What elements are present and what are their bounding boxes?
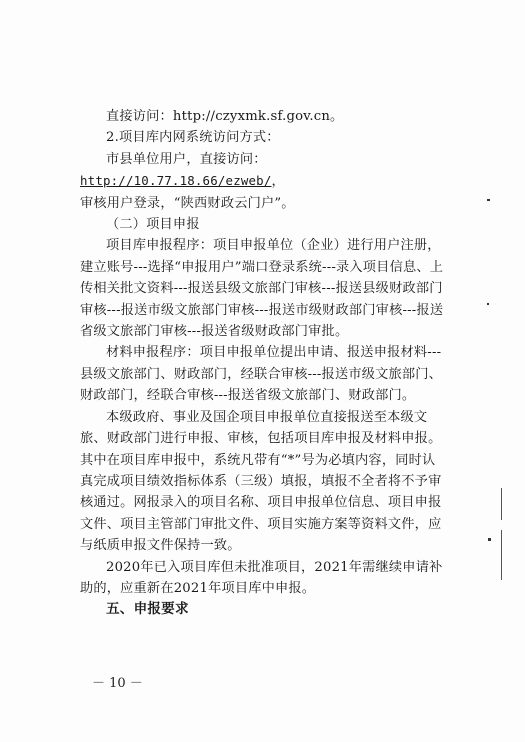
scan-line	[501, 530, 502, 580]
year-2020-paragraph: 2020年已入项目库但未批准项目，2021年需继续申请补助的，应重新在2021年项目库中申报。	[80, 559, 443, 596]
scan-mark	[487, 303, 489, 305]
requirements-heading: 五、申报要求	[106, 601, 189, 618]
page-number: － 10 －	[92, 676, 143, 691]
scan-line	[501, 488, 502, 520]
intranet-suffix: ，	[271, 174, 285, 190]
scan-mark	[488, 538, 491, 541]
intranet-url-link[interactable]: http://10.77.18.66/ezweb/	[80, 173, 272, 189]
intranet-prefix: 市县单位用户，直接访问：	[106, 151, 267, 167]
provincial-paragraph: 本级政府、事业及国企项目申报单位直接报送至本级文旅、财政部门进行申报、审核，包括项目库申报及材料申报。其中在项目库申报中，系统凡带有“*”号为必填内容，同时认真完成项目绩效指标体系（三级）填报，填报不全者将不予审核通过。网报录入的项目名称、项目申报单位信息、项目申报文件、项目主管部门审批文件、项目实施方案等资料文件，应与纸质申报文件保持一致。	[80, 409, 442, 554]
intranet-access-line	[80, 149, 448, 193]
access-direct-line: 直接访问：http://czyxmk.sf.gov.cn。	[106, 109, 344, 124]
materials-paragraph: 材料申报程序：项目申报单位提出申请、报送申报材料---县级文旅部门、财政部门，经联合审核---报送市级文旅部门、财政部门，经联合审核---报送省级文旅部门、财政部门。	[80, 345, 443, 404]
intranet-heading: 2.项目库内网系统访问方式：	[106, 130, 280, 146]
scan-mark	[487, 199, 490, 201]
document-body	[80, 106, 448, 621]
declaration-heading: （二）项目申报	[106, 217, 200, 233]
procedure-paragraph: 项目库申报程序：项目申报单位（企业）进行用户注册，建立账号---选择“申报用户”端口登录系统---录入项目信息、上传相关批文资料---报送县级文旅部门审核---报送县级财政部门审核---报送市级文旅部门审核---报送市级财政部门审核---报送省级文旅部门审核---报送省级财政部门审批。	[80, 238, 444, 340]
intranet-login-line: 审核用户登录，“陕西财政云门户”。	[80, 195, 295, 211]
